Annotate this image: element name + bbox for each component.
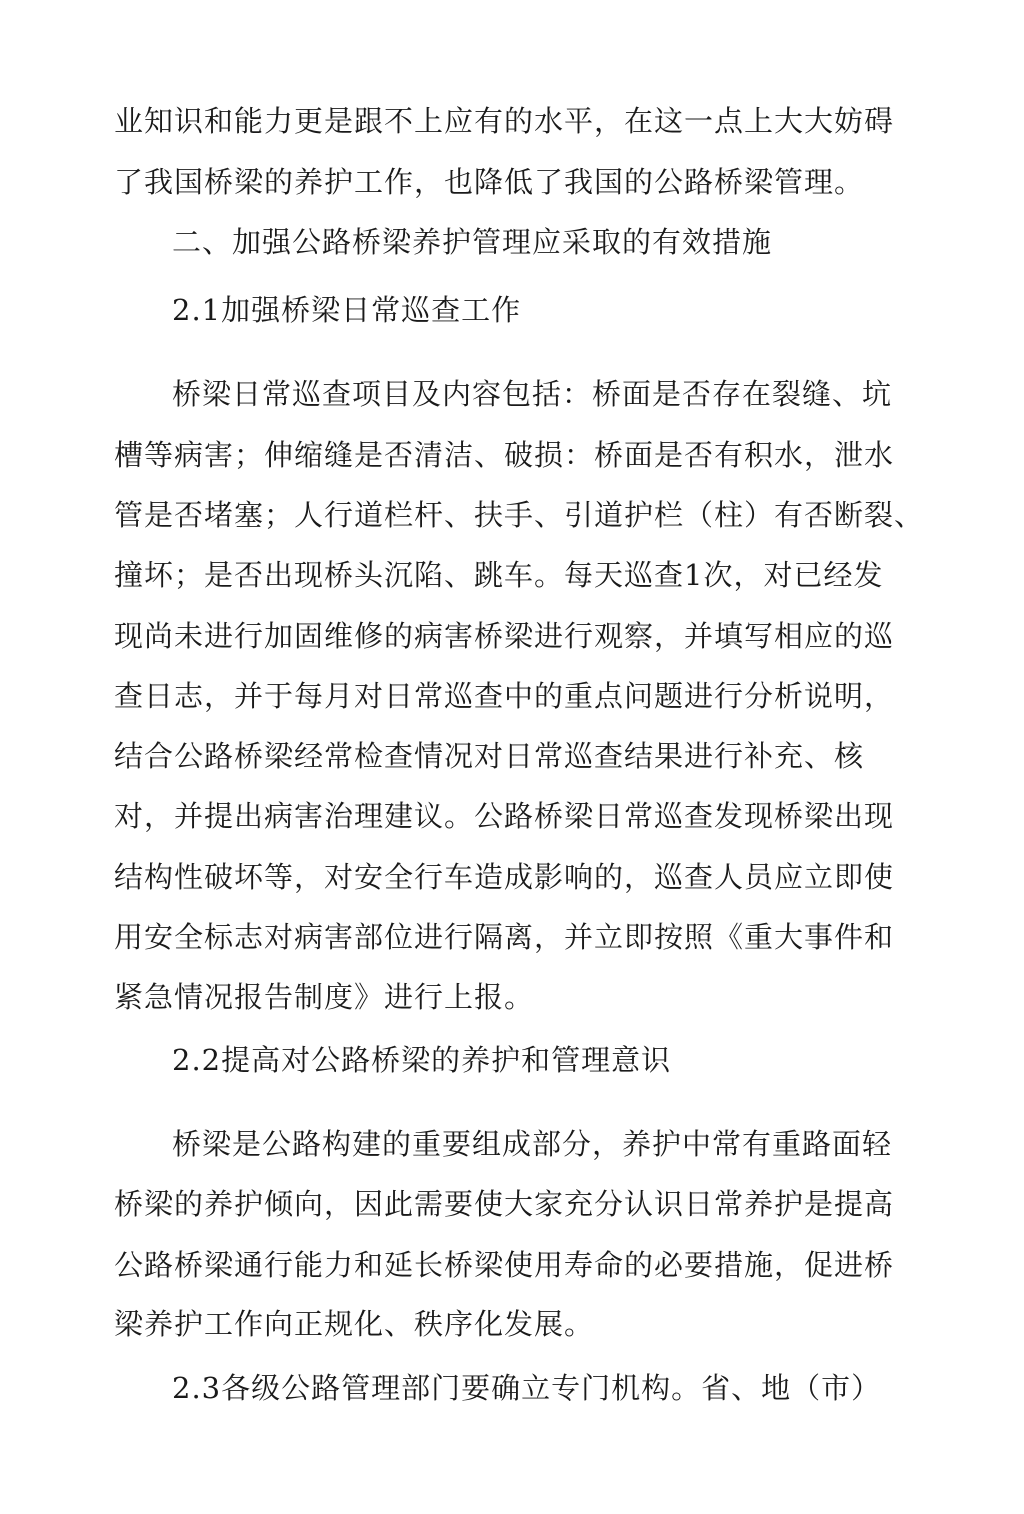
paragraph-line: 结合公路桥梁经常检查情况对日常巡查结果进行补充、核 — [114, 739, 865, 773]
paragraph-line: 查日志，并于每月对日常巡查中的重点问题进行分析说明， — [114, 679, 895, 713]
paragraph-line: 槽等病害；伸缩缝是否清洁、破损：桥面是否有积水，泄水 — [114, 438, 895, 472]
section-heading: 二、加强公路桥梁养护管理应采取的有效措施 — [172, 225, 773, 259]
paragraph-line: 撞坏；是否出现桥头沉陷、跳车。每天巡查1次，对已经发 — [114, 558, 884, 592]
paragraph-line: 桥梁是公路构建的重要组成部分，养护中常有重路面轻 — [172, 1127, 893, 1161]
subsection-heading: 2.1加强桥梁日常巡查工作 — [172, 293, 522, 327]
paragraph-line: 用安全标志对病害部位进行隔离，并立即按照《重大事件和 — [114, 920, 895, 954]
paragraph-line: 桥梁的养护倾向，因此需要使大家充分认识日常养护是提高 — [114, 1187, 895, 1221]
text-line: 了我国桥梁的养护工作，也降低了我国的公路桥梁管理。 — [114, 165, 865, 199]
paragraph-line: 管是否堵塞；人行道栏杆、扶手、引道护栏（柱）有否断裂、 — [114, 498, 925, 532]
subsection-heading: 2.3各级公路管理部门要确立专门机构。省、地（市） — [172, 1371, 882, 1405]
paragraph-line: 梁养护工作向正规化、秩序化发展。 — [114, 1307, 595, 1341]
subsection-heading: 2.2提高对公路桥梁的养护和管理意识 — [172, 1043, 672, 1077]
paragraph-line: 紧急情况报告制度》进行上报。 — [114, 980, 535, 1014]
paragraph-line: 公路桥梁通行能力和延长桥梁使用寿命的必要措施，促进桥 — [114, 1248, 895, 1282]
text-line: 业知识和能力更是跟不上应有的水平，在这一点上大大妨碍 — [114, 104, 895, 138]
paragraph-line: 现尚未进行加固维修的病害桥梁进行观察，并填写相应的巡 — [114, 619, 895, 653]
paragraph-line: 结构性破坏等，对安全行车造成影响的，巡查人员应立即使 — [114, 860, 895, 894]
paragraph-line: 对，并提出病害治理建议。公路桥梁日常巡查发现桥梁出现 — [114, 799, 895, 833]
paragraph-line: 桥梁日常巡查项目及内容包括：桥面是否存在裂缝、坑 — [172, 377, 893, 411]
